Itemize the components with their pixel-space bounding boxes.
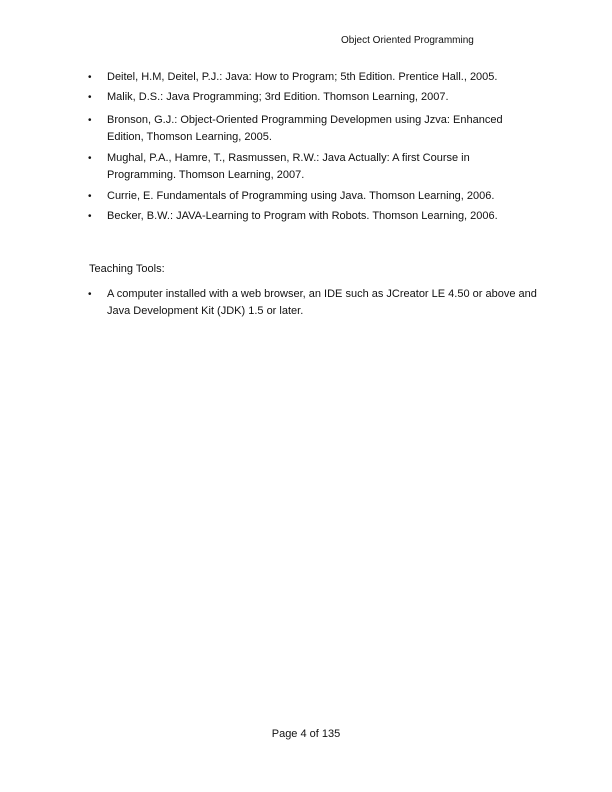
- reference-item: [88, 208, 528, 225]
- reference-item: [88, 112, 507, 146]
- reference-text: Bronson, G.J.: Object-Oriented Programming Developmen using Jzva: Enhanced Edition, Thomson Learning, 2005.: [107, 114, 503, 143]
- reference-text: Becker, B.W.: JAVA-Learning to Program with Robots. Thomson Learning, 2006.: [107, 210, 498, 222]
- bullet-icon: •: [88, 92, 92, 103]
- reference-item: [88, 89, 528, 106]
- teaching-tools-list: [88, 286, 537, 324]
- bullet-icon: •: [88, 289, 92, 300]
- reference-list: [88, 69, 528, 229]
- bullet-icon: •: [88, 115, 92, 126]
- reference-item: [88, 69, 528, 86]
- page-number: Page 4 of 135: [271, 728, 341, 740]
- running-header: Object Oriented Programming: [341, 35, 474, 46]
- reference-text: Deitel, H.M, Deitel, P.J.: Java: How to Program; 5th Edition. Prentice Hall., 2005.: [107, 71, 498, 83]
- reference-text: Mughal, P.A., Hamre, T., Rasmussen, R.W.: Java Actually: A first Course in Programming. Thomson Learning, 2007.: [107, 152, 470, 181]
- reference-text: Malik, D.S.: Java Programming; 3rd Edition. Thomson Learning, 2007.: [107, 91, 449, 103]
- reference-item: [88, 150, 532, 184]
- bullet-icon: •: [88, 211, 92, 222]
- bullet-icon: •: [88, 72, 92, 83]
- bullet-icon: •: [88, 153, 92, 164]
- bullet-icon: •: [88, 191, 92, 202]
- teaching-tool-item: [88, 286, 537, 320]
- teaching-tools-heading: Teaching Tools:: [89, 263, 165, 275]
- teaching-tool-text: A computer installed with a web browser, an IDE such as JCreator LE 4.50 or above and Java Development Kit (JDK) 1.5 or later.: [107, 288, 537, 317]
- reference-text: Currie, E. Fundamentals of Programming using Java. Thomson Learning, 2006.: [107, 190, 495, 202]
- reference-item: [88, 188, 528, 205]
